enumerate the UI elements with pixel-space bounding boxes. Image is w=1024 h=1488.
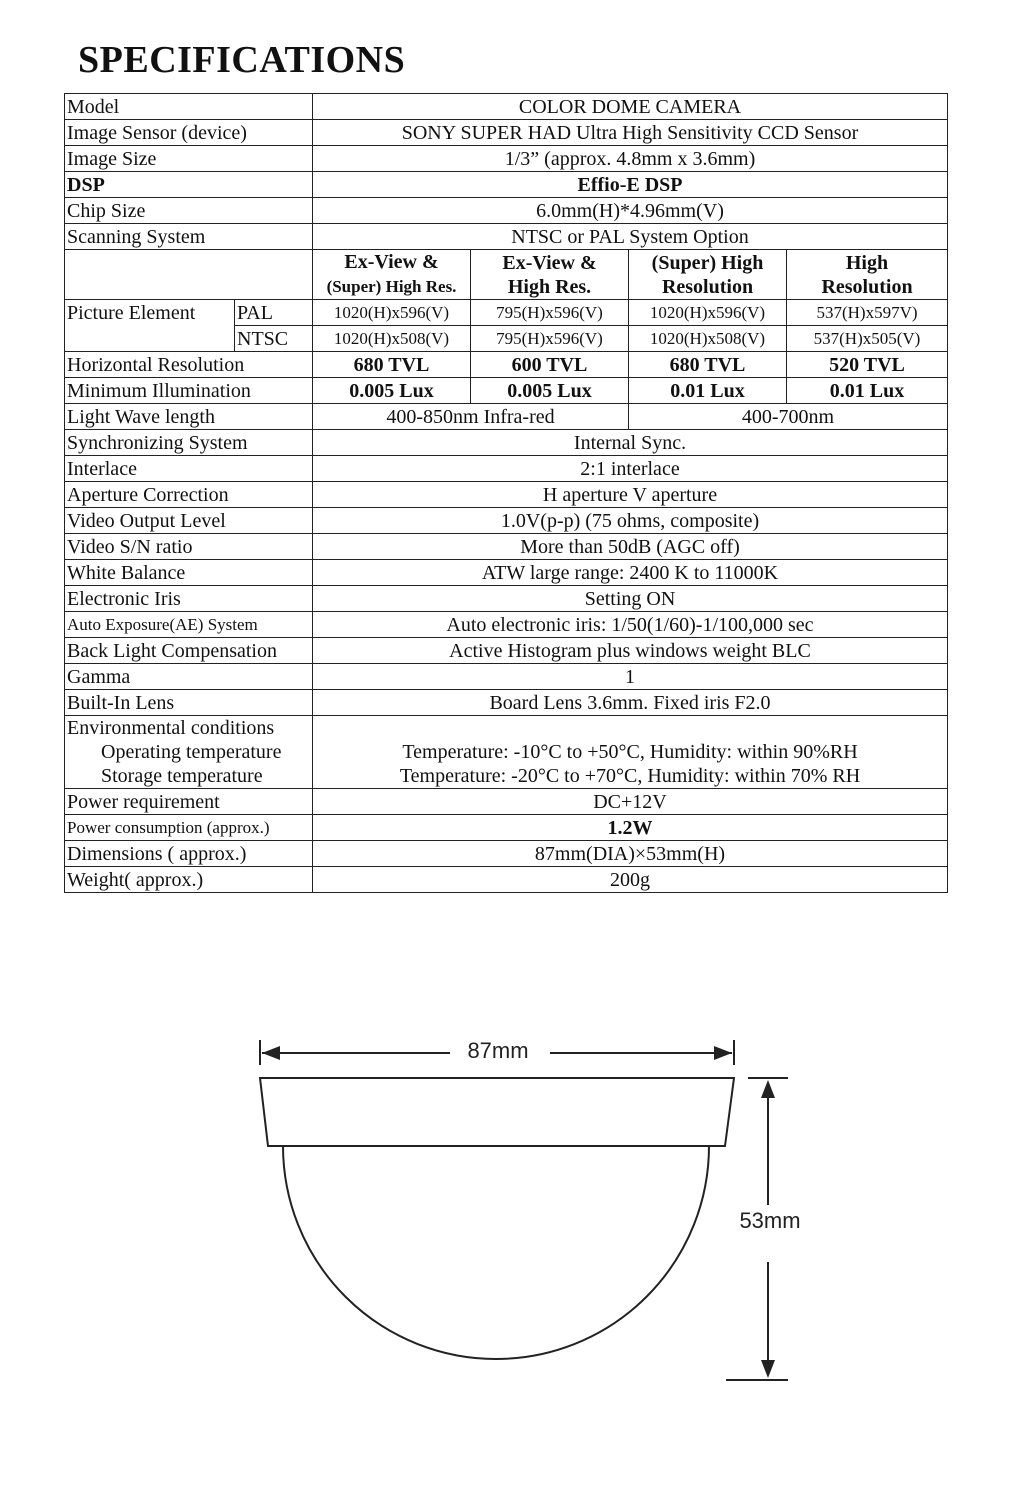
row-label: Video S/N ratio (65, 534, 313, 560)
row-value: H aperture V aperture (313, 482, 948, 508)
row-label: DSP (65, 172, 313, 198)
table-row (65, 404, 948, 430)
column-header-line: Resolution (661, 275, 754, 298)
row-value: 2:1 interlace (313, 456, 948, 482)
column-header-line: (Super) High (651, 251, 764, 274)
column-header-line: High (845, 251, 889, 274)
row-value: 537(H)x505(V) (787, 326, 948, 352)
row-sublabel: NTSC (235, 326, 313, 352)
table-row (65, 94, 948, 120)
row-value: 6.0mm(H)*4.96mm(V) (313, 198, 948, 224)
row-value: COLOR DOME CAMERA (313, 94, 948, 120)
table-row (65, 120, 948, 146)
column-header-row (65, 250, 948, 300)
row-value: 1020(H)x508(V) (629, 326, 787, 352)
row-label: Dimensions ( approx.) (65, 841, 313, 867)
row-value: 400-700nm (629, 404, 948, 430)
table-row (65, 508, 948, 534)
dome-base (260, 1078, 734, 1146)
width-label: 87mm (467, 1038, 529, 1063)
row-value (313, 716, 948, 789)
table-row (65, 789, 948, 815)
arrow-up-icon (761, 1080, 775, 1098)
row-value: SONY SUPER HAD Ultra High Sensitivity CCD Sensor (313, 120, 948, 146)
row-value: 795(H)x596(V) (471, 326, 629, 352)
specifications-table (64, 93, 948, 893)
row-label: Horizontal Resolution (65, 352, 313, 378)
row-value: Setting ON (313, 586, 948, 612)
arrow-down-icon (761, 1360, 775, 1378)
operating-temperature-value: Temperature: -10°C to +50°C, Humidity: within 90%RH (402, 741, 858, 763)
row-value: 1 (313, 664, 948, 690)
table-row (65, 841, 948, 867)
row-label: Video Output Level (65, 508, 313, 534)
row-label: Aperture Correction (65, 482, 313, 508)
row-label: White Balance (65, 560, 313, 586)
row-label: Picture Element (65, 300, 235, 326)
table-row (65, 815, 948, 841)
row-value: 1020(H)x596(V) (629, 300, 787, 326)
row-label: Power requirement (65, 789, 313, 815)
row-value: Board Lens 3.6mm. Fixed iris F2.0 (313, 690, 948, 716)
row-label: Image Size (65, 146, 313, 172)
row-label: Light Wave length (65, 404, 313, 430)
column-header (313, 250, 471, 300)
row-value: NTSC or PAL System Option (313, 224, 948, 250)
table-row (65, 612, 948, 638)
row-value: 1/3” (approx. 4.8mm x 3.6mm) (313, 146, 948, 172)
row-value: 1.0V(p-p) (75 ohms, composite) (313, 508, 948, 534)
row-label (65, 716, 313, 789)
empty-header-cell (65, 250, 313, 300)
dome-dimension-diagram (0, 980, 1024, 1440)
column-header-line: Ex-View & (502, 251, 597, 274)
row-label-empty (65, 326, 235, 352)
column-header-line: (Super) High Res. (326, 277, 457, 296)
table-row (65, 430, 948, 456)
row-label: Image Sensor (device) (65, 120, 313, 146)
table-row (65, 146, 948, 172)
table-row (65, 456, 948, 482)
row-label: Gamma (65, 664, 313, 690)
row-label: Electronic Iris (65, 586, 313, 612)
row-label: Minimum Illumination (65, 378, 313, 404)
row-value: 200g (313, 867, 948, 893)
row-value: 400-850nm Infra-red (313, 404, 629, 430)
row-value: Auto electronic iris: 1/50(1/60)-1/100,000 sec (313, 612, 948, 638)
row-value: 537(H)x597V) (787, 300, 948, 326)
column-header (471, 250, 629, 300)
storage-temperature-value: Temperature: -20°C to +70°C, Humidity: within 70% RH (399, 765, 861, 787)
column-header (787, 250, 948, 300)
row-value: DC+12V (313, 789, 948, 815)
row-value: Effio-E DSP (313, 172, 948, 198)
arrow-right-icon (714, 1046, 732, 1060)
arrow-left-icon (262, 1046, 280, 1060)
row-label: Scanning System (65, 224, 313, 250)
table-row (65, 378, 948, 404)
row-value: 0.005 Lux (313, 378, 471, 404)
row-value: Active Histogram plus windows weight BLC (313, 638, 948, 664)
row-value: 680 TVL (629, 352, 787, 378)
row-value: 0.01 Lux (629, 378, 787, 404)
table-row (65, 664, 948, 690)
column-header (629, 250, 787, 300)
row-label: Back Light Compensation (65, 638, 313, 664)
table-row (65, 716, 948, 789)
table-row (65, 867, 948, 893)
environment-label: Environmental conditions (67, 717, 275, 739)
dome-cover (283, 1146, 709, 1359)
table-row (65, 586, 948, 612)
table-row (65, 534, 948, 560)
row-value: 0.005 Lux (471, 378, 629, 404)
row-label: Model (65, 94, 313, 120)
row-value: More than 50dB (AGC off) (313, 534, 948, 560)
row-label: Interlace (65, 456, 313, 482)
operating-temperature-label: Operating temperature (101, 741, 282, 763)
table-row (65, 482, 948, 508)
row-sublabel: PAL (235, 300, 313, 326)
row-value: 87mm(DIA)×53mm(H) (313, 841, 948, 867)
row-value: 0.01 Lux (787, 378, 948, 404)
column-header-line: High Res. (507, 275, 592, 298)
height-label: 53mm (739, 1208, 801, 1233)
row-value: 600 TVL (471, 352, 629, 378)
row-label: Built-In Lens (65, 690, 313, 716)
row-value: ATW large range: 2400 K to 11000K (313, 560, 948, 586)
table-row (65, 560, 948, 586)
page-title: SPECIFICATIONS (78, 39, 406, 81)
row-value: Internal Sync. (313, 430, 948, 456)
table-row (65, 352, 948, 378)
row-label: Synchronizing System (65, 430, 313, 456)
table-row (65, 638, 948, 664)
row-label: Auto Exposure(AE) System (65, 612, 313, 638)
row-label: Weight( approx.) (65, 867, 313, 893)
column-header-line: Resolution (821, 275, 913, 298)
row-value: 520 TVL (787, 352, 948, 378)
row-value: 1020(H)x508(V) (313, 326, 471, 352)
table-row (65, 300, 948, 326)
table-row (65, 198, 948, 224)
row-value: 680 TVL (313, 352, 471, 378)
column-header-line: Ex-View & (344, 251, 439, 273)
table-row (65, 172, 948, 198)
row-value: 1020(H)x596(V) (313, 300, 471, 326)
row-label: Power consumption (approx.) (65, 815, 313, 841)
table-row (65, 326, 948, 352)
table-row (65, 224, 948, 250)
row-value: 1.2W (313, 815, 948, 841)
row-label: Chip Size (65, 198, 313, 224)
storage-temperature-label: Storage temperature (101, 765, 263, 787)
table-row (65, 690, 948, 716)
row-value: 795(H)x596(V) (471, 300, 629, 326)
